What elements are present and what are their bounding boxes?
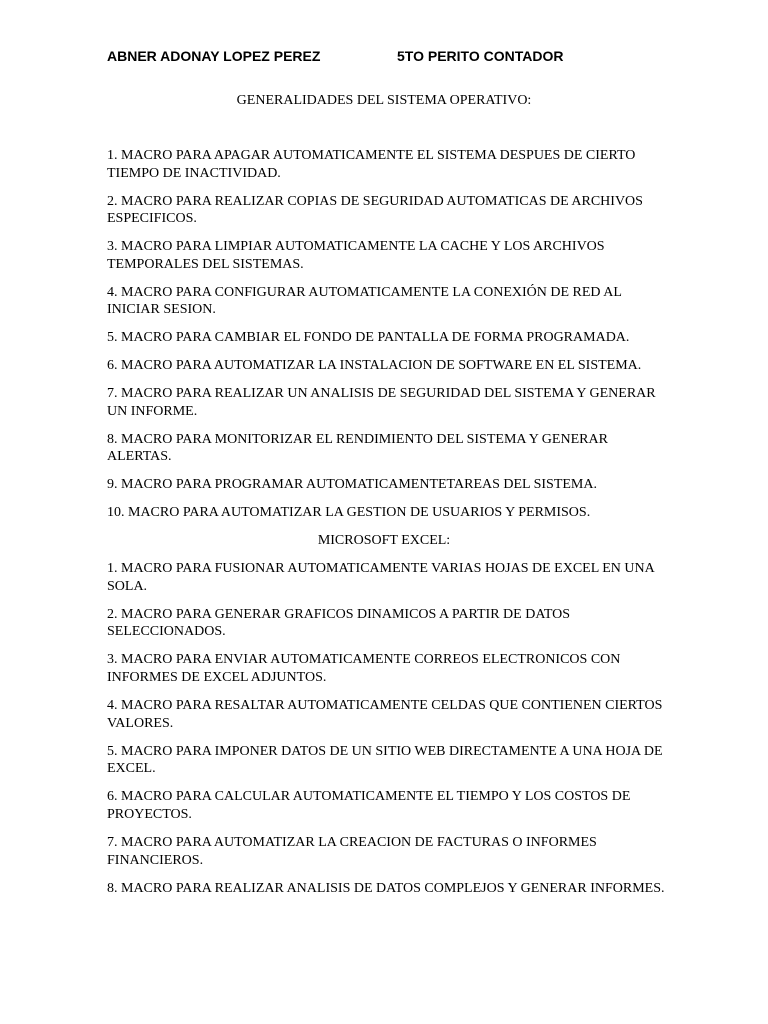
list-item: 6. MACRO PARA CALCULAR AUTOMATICAMENTE EL TIEMPO Y LOS COSTOS DE PROYECTOS. xyxy=(107,789,631,822)
list-item: 2. MACRO PARA GENERAR GRAFICOS DINAMICOS A PARTIR DE DATOS SELECCIONADOS. xyxy=(107,606,571,640)
career-name: 5TO PERITO CONTADOR xyxy=(397,48,564,64)
document-header xyxy=(107,47,564,65)
list-item: 9. MACRO PARA PROGRAMAR AUTOMATICAMENTETAREAS DEL SISTEMA. xyxy=(107,477,597,492)
list-item: 6. MACRO PARA AUTOMATIZAR LA INSTALACION DE SOFTWARE EN EL SISTEMA. xyxy=(107,358,642,373)
list-item: 1. MACRO PARA APAGAR AUTOMATICAMENTE EL SISTEMA DESPUES DE CIERTO TIEMPO DE INACTIVIDAD. xyxy=(107,148,636,181)
list-item: 5. MACRO PARA IMPONER DATOS DE UN SITIO WEB DIRECTAMENTE A UNA HOJA DE EXCEL. xyxy=(107,743,663,777)
list-item: 7. MACRO PARA REALIZAR UN ANALISIS DE SEGURIDAD DEL SISTEMA Y GENERAR UN INFORME. xyxy=(107,386,656,419)
list-item: 4. MACRO PARA CONFIGURAR AUTOMATICAMENTE LA CONEXIÓN DE RED AL INICIAR SESION. xyxy=(107,284,622,317)
list-item: 7. MACRO PARA AUTOMATIZAR LA CREACION DE FACTURAS O INFORMES FINANCIEROS. xyxy=(107,835,597,868)
section-title-microsoft-excel: MICROSOFT EXCEL: xyxy=(317,533,451,548)
list-item: 3. MACRO PARA LIMPIAR AUTOMATICAMENTE LA CACHE Y LOS ARCHIVOS TEMPORALES DEL SISTEMAS. xyxy=(107,239,605,272)
list-item: 8. MACRO PARA REALIZAR ANALISIS DE DATOS COMPLEJOS Y GENERAR INFORMES. xyxy=(107,880,665,896)
list-item: 3. MACRO PARA ENVIAR AUTOMATICAMENTE CORREOS ELECTRONICOS CON INFORMES DE EXCEL ADJUNTOS. xyxy=(107,652,621,685)
author-name: ABNER ADONAY LOPEZ PEREZ xyxy=(107,48,321,64)
section-title-sistema-operativo: GENERALIDADES DEL SISTEMA OPERATIVO: xyxy=(236,93,532,108)
list-item: 2. MACRO PARA REALIZAR COPIAS DE SEGURIDAD AUTOMATICAS DE ARCHIVOS ESPECIFICOS. xyxy=(107,193,643,226)
list-item: 1. MACRO PARA FUSIONAR AUTOMATICAMENTE VARIAS HOJAS DE EXCEL EN UNA SOLA. xyxy=(107,561,654,594)
list-item: 8. MACRO PARA MONITORIZAR EL RENDIMIENTO DEL SISTEMA Y GENERAR ALERTAS. xyxy=(107,431,608,464)
macro-list-sistema-operativo xyxy=(107,147,667,532)
list-item: 5. MACRO PARA CAMBIAR EL FONDO DE PANTALLA DE FORMA PROGRAMADA. xyxy=(107,330,630,345)
list-item: 4. MACRO PARA RESALTAR AUTOMATICAMENTE CELDAS QUE CONTIENEN CIERTOS VALORES. xyxy=(107,698,663,731)
list-item: 10. MACRO PARA AUTOMATIZAR LA GESTION DE USUARIOS Y PERMISOS. xyxy=(107,505,591,520)
macro-list-microsoft-excel xyxy=(107,560,667,908)
